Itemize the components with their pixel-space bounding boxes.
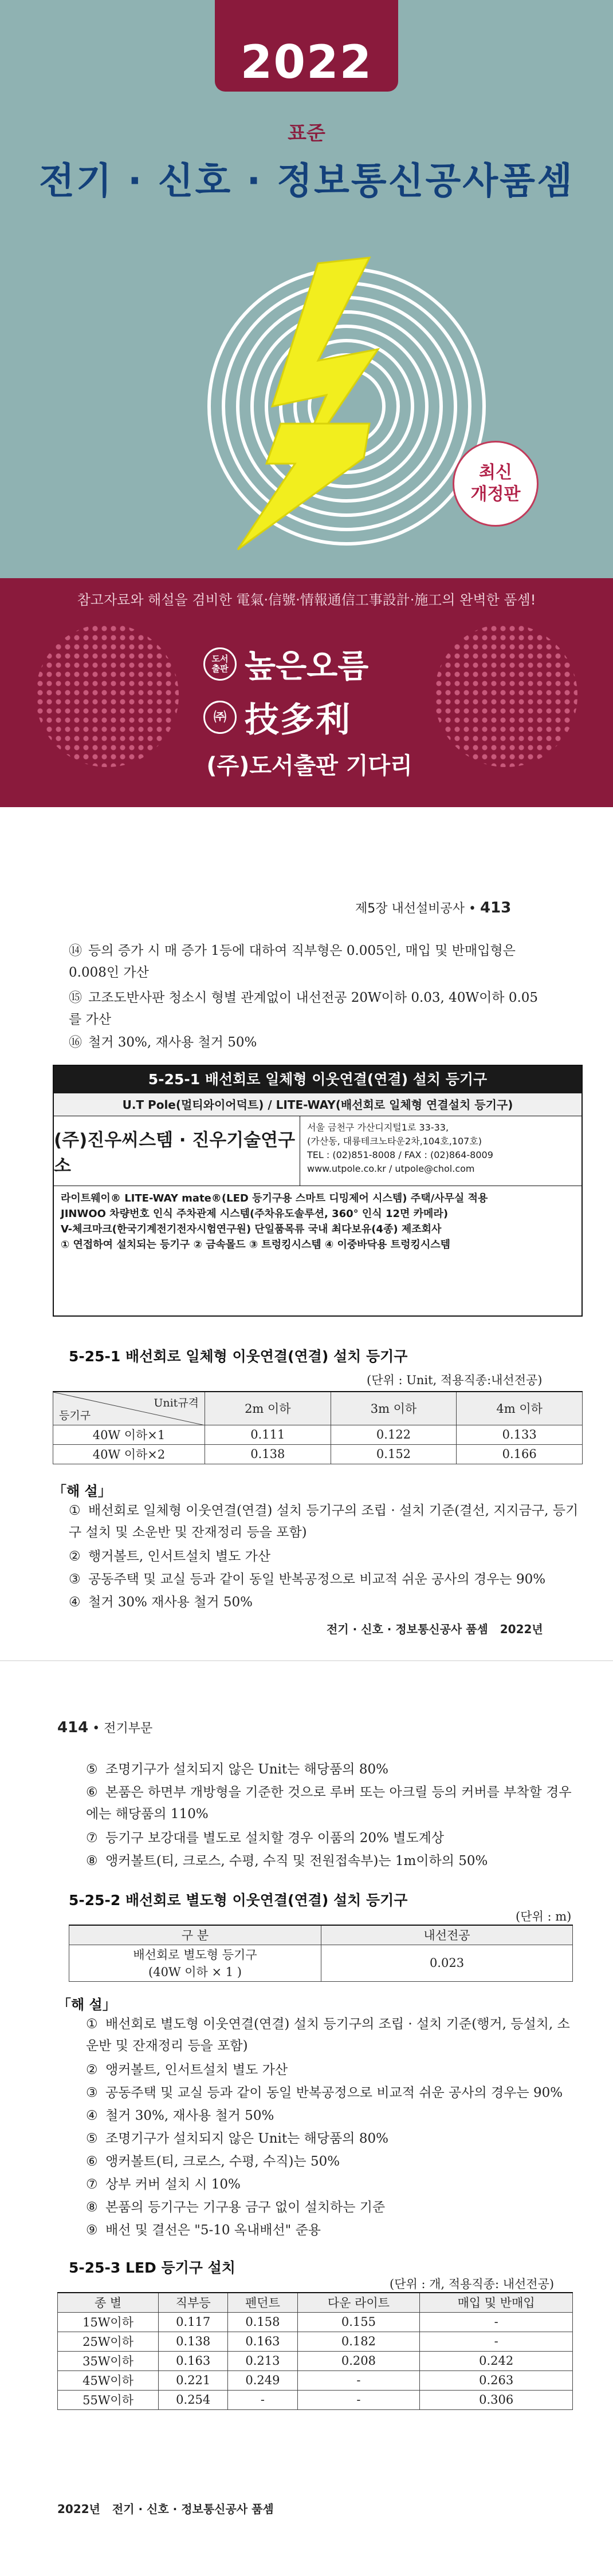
dot-pattern-right <box>434 624 577 767</box>
note-item: ⑤ 조명기구가 설치되지 않은 Unit는 해당품의 80% <box>86 2131 388 2146</box>
column-header: 펜던트 <box>228 2293 297 2312</box>
list-item: ⑥ 본품은 하면부 개방형을 기준한 것으로 루버 또는 아크릴 등의 커버를 부착할 경우에는 해당품의 110% <box>86 1785 572 1822</box>
publisher-logo <box>203 641 415 779</box>
section-title: 5-25-1 배선회로 일체형 이웃연결(연결) 설치 등기구 <box>69 1348 408 1365</box>
column-header: 내선전공 <box>321 1925 573 1945</box>
publisher-name-3: (주)도서출판 기다리 <box>206 753 412 779</box>
table-row: 55W이하 0.254 - - 0.306 <box>58 2390 573 2409</box>
column-header: 4m 이하 <box>457 1392 583 1425</box>
column-header: 구 분 <box>69 1925 321 1945</box>
led-table <box>57 2292 573 2410</box>
table-row: 35W이하 0.163 0.213 0.208 0.242 <box>58 2351 573 2370</box>
note-item: ④ 철거 30%, 재사용 철거 50% <box>86 2108 274 2123</box>
table-row: 40W 이하×1 0.111 0.122 0.133 <box>53 1425 583 1444</box>
cover-year-tab <box>215 0 398 92</box>
advertisement-box <box>53 1065 583 1317</box>
ad-product-line: U.T Pole(멀티와이어덕트) / LITE-WAY(배선회로 일체형 연결설치 등기구) <box>54 1093 581 1116</box>
data-table <box>53 1391 583 1464</box>
column-header: 종 별 <box>58 2293 159 2312</box>
column-header: 3m 이하 <box>331 1392 457 1425</box>
note-item: ② 앵커볼트, 인서트설치 별도 가산 <box>86 2063 288 2077</box>
table-row: 15W이하 0.117 0.158 0.155 - <box>58 2312 573 2332</box>
note-item: ① 배선회로 별도형 이웃연결(연결) 설치 등기구의 조립 · 설치 기준(행거, 등설치, 소운반 및 잔재정리 등을 포함) <box>86 2017 570 2053</box>
cover-tagline: 참고자료와 해설을 겸비한 電氣·信號·情報通信工事設計·施工의 완벽한 품셈! <box>77 592 536 608</box>
page-413 <box>0 807 613 1643</box>
publisher-circle-2: ㈜ <box>203 701 237 734</box>
running-footer: 2022년 전기 · 신호 · 정보통신공사 품셈 <box>57 2502 274 2516</box>
list-item: ⑦ 등기구 보강대를 별도로 설치할 경우 이품의 20% 별도계상 <box>86 1831 445 1846</box>
data-table <box>69 1925 573 1982</box>
list-item: ⑧ 앵커볼트(티, 크로스, 수평, 수직 및 전원접속부)는 1m이하의 50% <box>86 1854 488 1868</box>
table-row: 25W이하 0.138 0.163 0.182 - <box>58 2332 573 2351</box>
ad-heading: 5-25-1 배선회로 일체형 이웃연결(연결) 설치 등기구 <box>54 1066 581 1093</box>
table-row: 40W 이하×2 0.138 0.152 0.166 <box>53 1444 583 1464</box>
column-header: 직부등 <box>159 2293 228 2312</box>
section-title: 5-25-2 배선회로 별도형 이웃연결(연결) 설치 등기구 <box>69 1892 408 1909</box>
note-item: ⑨ 배선 및 결선은 "5-10 옥내배선" 준용 <box>86 2223 321 2238</box>
haesul-label: 「해 설」 <box>57 1997 116 2013</box>
page-number: 414 <box>57 1719 89 1736</box>
running-header: 414 • 전기부문 <box>57 1719 153 1736</box>
unit-label: (단위 : Unit, 적용직종:내선전공) <box>367 1373 543 1387</box>
note-item: ⑧ 본품의 등기구는 기구용 금구 없이 설치하는 기준 <box>86 2200 386 2215</box>
list-item: ⑯ 철거 30%, 재사용 철거 50% <box>69 1035 257 1050</box>
page-number: 413 <box>480 899 512 916</box>
table-row: 45W이하 0.221 0.249 - 0.263 <box>58 2370 573 2390</box>
cover-subtitle: 표준 <box>288 122 325 145</box>
publisher-name-1: 높은오름 <box>245 648 369 685</box>
book-cover <box>0 0 613 807</box>
ad-address: 서울 금천구 가산디지털1로 33-33, (가산동, 대륭테크노타운2차,104호,107호) TEL : (02)851-8008 / FAX : (02)864-8009 www.utpole.co.kr / utpole@chol.com <box>307 1122 493 1174</box>
column-header: 다운 라이트 <box>297 2293 420 2312</box>
unit-label: (단위 : 개, 적용직종: 내선전공) <box>390 2277 555 2291</box>
column-header: 2m 이하 <box>205 1392 331 1425</box>
note-item: ① 배선회로 일체형 이웃연결(연결) 설치 등기구의 조립 · 설치 기준(결선, 지지금구, 등기구 설치 및 소운반 및 잔재정리 등을 포함) <box>69 1503 579 1540</box>
dot-pattern-left <box>36 624 179 767</box>
table-row: 배선회로 별도형 등기구 (40W 이하 × 1 ) 0.023 <box>69 1945 573 1981</box>
page-414 <box>0 1660 613 2576</box>
running-header: 제5장 내선설비공사 • 413 <box>355 899 512 916</box>
cover-year: 2022 <box>240 35 373 89</box>
publisher-circle-1: 도서 출판 <box>203 647 237 681</box>
note-item: ⑥ 앵커볼트(티, 크로스, 수평, 수직)는 50% <box>86 2154 340 2169</box>
list-item: ⑮ 고조도반사판 청소시 형별 관계없이 내선전공 20W이하 0.03, 40W이하 0.05를 가산 <box>69 990 539 1027</box>
note-item: ③ 공동주택 및 교실 등과 같이 동일 반복공정으로 비교적 쉬운 공사의 경우는 90% <box>69 1572 546 1587</box>
note-item: ② 행거볼트, 인서트설치 별도 가산 <box>69 1549 271 1564</box>
revised-edition-badge <box>453 441 539 527</box>
badge-line2: 개정판 <box>470 484 521 504</box>
running-footer: 전기 · 신호 · 정보통신공사 품셈 2022년 <box>327 1622 543 1636</box>
column-header: 매입 및 반매입 <box>420 2293 573 2312</box>
haesul-label: 「해 설」 <box>53 1483 112 1499</box>
lightning-rings-icon <box>203 252 490 572</box>
note-item: ④ 철거 30% 재사용 철거 50% <box>69 1595 253 1610</box>
unit-label: (단위 : m) <box>516 1910 572 1923</box>
ad-company-name: (주)진우씨스템 · 진우기술연구소 <box>54 1116 300 1186</box>
list-item: ⑭ 등의 증가 시 매 증가 1등에 대하여 직부형은 0.005인, 매입 및 반매입형은 0.008인 가산 <box>69 943 516 980</box>
badge-line1: 최신 <box>479 463 512 483</box>
note-item: ⑦ 상부 커버 설치 시 10% <box>86 2177 241 2192</box>
cover-title: 전기 · 신호 · 정보통신공사품셈 <box>39 160 574 203</box>
table-corner: Unit규격 등기구 <box>53 1392 205 1425</box>
section-title: 5-25-3 LED 등기구 설치 <box>69 2259 235 2276</box>
publisher-name-2: 技多利 <box>245 700 351 740</box>
ad-description: 라이트웨이® LITE-WAY mate®(LED 등기구용 스마트 디밍제어 시스템) 주택/사무실 적용 JINWOO 차량번호 인식 주차관제 시스템(주차유도솔루션, 360° 인식 12면 카메라) V-체크마크(한국기계전기전자시험연구원) 단일품목류 국내 최다보유(4종) 제조회사 ① 연접하여 설치되는 등기구 ② 금속몰드 ③ 트렁킹시스템 ④ 이중바닥용 트렁킹시스템 <box>61 1192 488 1251</box>
list-item: ⑤ 조명기구가 설치되지 않은 Unit는 해당품의 80% <box>86 1762 388 1777</box>
note-item: ③ 공동주택 및 교실 등과 같이 동일 반복공정으로 비교적 쉬운 공사의 경우는 90% <box>86 2085 563 2100</box>
